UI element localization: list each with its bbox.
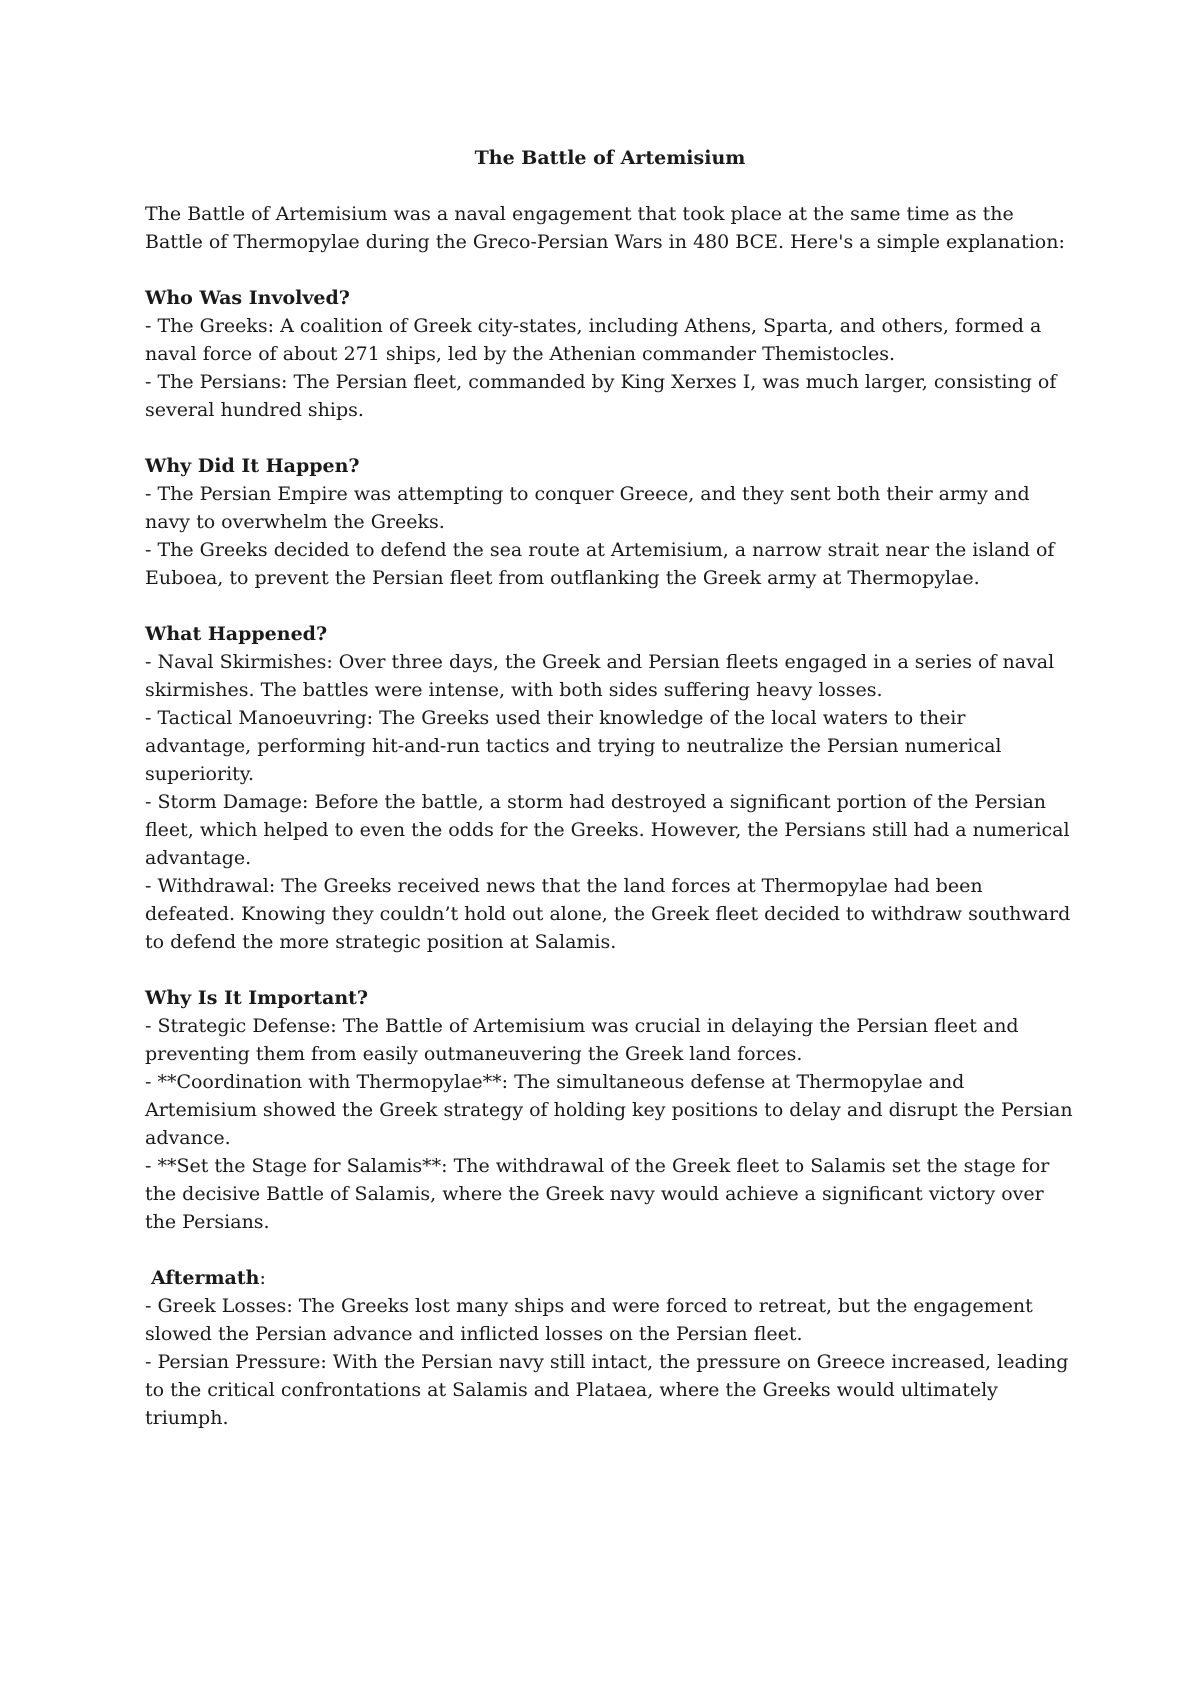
bullet-line: - Storm Damage: Before the battle, a storm had destroyed a significant portion of the Persian fleet, which helped to even the odds for the Greeks. However, the Persians still had a numerical advantage. bbox=[145, 791, 1070, 869]
bullet-line: - **Set the Stage for Salamis**: The withdrawal of the Greek fleet to Salamis set the stage for the decisive Battle of Salamis, where the Greek navy would achieve a significant victory over the Persians. bbox=[145, 1155, 1050, 1233]
bullet-line: - Tactical Manoeuvring: The Greeks used their knowledge of the local waters to their advantage, performing hit-and-run tactics and trying to neutralize the Persian numerical superiority. bbox=[145, 707, 1002, 785]
bullet-line: - Strategic Defense: The Battle of Artemisium was crucial in delaying the Persian fleet and preventing them from easily outmaneuvering the Greek land forces. bbox=[145, 1015, 1019, 1065]
section-aftermath bbox=[145, 1264, 1075, 1432]
bullet-line: - The Greeks: A coalition of Greek city-states, including Athens, Sparta, and others, formed a naval force of about 271 ships, led by the Athenian commander Themistocles. bbox=[145, 315, 1042, 365]
section-heading: Why Is It Important? bbox=[145, 987, 369, 1009]
intro-paragraph: The Battle of Artemisium was a naval engagement that took place at the same time as the Battle of Thermopylae during the Greco-Persian Wars in 480 BCE. Here's a simple explanation: bbox=[145, 203, 1065, 253]
section-why-is-it-important bbox=[145, 984, 1075, 1236]
document-title: The Battle of Artemisium bbox=[474, 147, 746, 169]
section-heading: Who Was Involved? bbox=[145, 287, 350, 309]
section-heading: Why Did It Happen? bbox=[145, 455, 360, 477]
section-heading: What Happened? bbox=[145, 623, 328, 645]
bullet-line: - **Coordination with Thermopylae**: The simultaneous defense at Thermopylae and Artemisium showed the Greek strategy of holding key positions to delay and disrupt the Persian advance. bbox=[145, 1071, 1073, 1149]
bullet-line: - Naval Skirmishes: Over three days, the Greek and Persian fleets engaged in a series of naval skirmishes. The battles were intense, with both sides suffering heavy losses. bbox=[145, 651, 1055, 701]
bullet-line: - The Persians: The Persian fleet, commanded by King Xerxes I, was much larger, consisting of several hundred ships. bbox=[145, 371, 1057, 421]
bullet-line: - Greek Losses: The Greeks lost many ships and were forced to retreat, but the engagement slowed the Persian advance and inflicted losses on the Persian fleet. bbox=[145, 1295, 1033, 1345]
section-who-was-involved bbox=[145, 284, 1075, 424]
section-what-happened bbox=[145, 620, 1075, 956]
bullet-line: - The Greeks decided to defend the sea route at Artemisium, a narrow strait near the island of Euboea, to prevent the Persian fleet from outflanking the Greek army at Thermopylae. bbox=[145, 539, 1055, 589]
bullet-line: - Withdrawal: The Greeks received news that the land forces at Thermopylae had been defeated. Knowing they couldn’t hold out alone, the Greek fleet decided to withdraw southward to defend the more strategic position at Salamis. bbox=[145, 875, 1071, 953]
section-heading: Aftermath: bbox=[151, 1267, 266, 1289]
section-why-did-it-happen bbox=[145, 452, 1075, 592]
bullet-line: - Persian Pressure: With the Persian navy still intact, the pressure on Greece increased, leading to the critical confrontations at Salamis and Plataea, where the Greeks would ultimately triumph. bbox=[145, 1351, 1069, 1429]
bullet-line: - The Persian Empire was attempting to conquer Greece, and they sent both their army and navy to overwhelm the Greeks. bbox=[145, 483, 1030, 533]
document-page bbox=[145, 144, 1075, 1460]
